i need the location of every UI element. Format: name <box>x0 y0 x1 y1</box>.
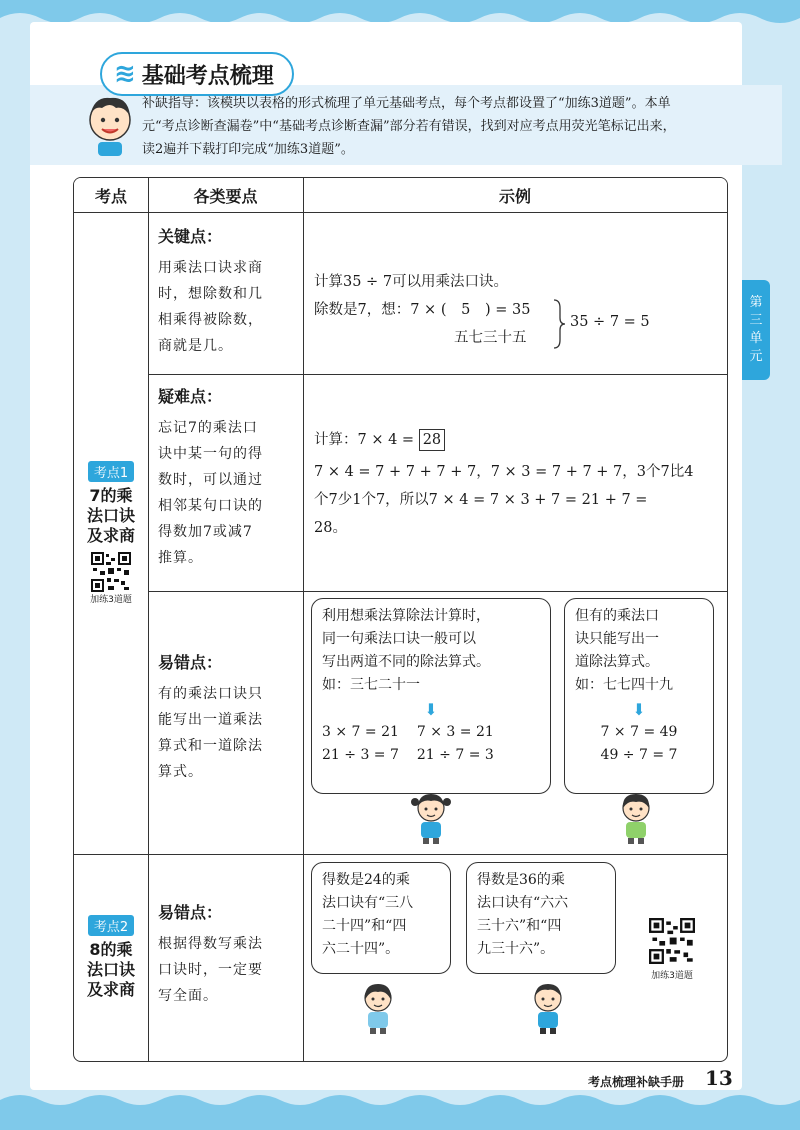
brace-icon <box>552 298 566 350</box>
kaodian-2-name-line: 及求商 <box>86 980 135 999</box>
bubble-line: 法口诀有“六六 <box>477 895 569 911</box>
filled-answer: 5 <box>461 302 471 318</box>
point-line: 相乘得被除数， <box>158 312 263 328</box>
unit-side-tab <box>742 280 770 380</box>
speech-bubble <box>564 598 714 794</box>
bubble-line: 同一句乘法口诀一般可以 <box>322 631 476 647</box>
point-line: 商就是几。 <box>158 338 233 354</box>
bubble-line: 道除法算式。 <box>575 654 659 670</box>
girl-character-icon <box>356 980 400 1034</box>
side-tab-char: 元 <box>749 349 763 364</box>
bubble-line: 写出两道不同的除法算式。 <box>322 654 490 670</box>
equation: 49 ÷ 7 = 7 <box>600 747 678 763</box>
point-line: 口诀时，一定要 <box>158 962 263 978</box>
speech-bubble <box>466 862 616 974</box>
bubble-line: 九三十六”。 <box>477 941 555 957</box>
point-line: 有的乘法口诀只 <box>158 686 263 702</box>
bubble-line: 如：三七二十一 <box>322 677 420 693</box>
side-tab-char: 三 <box>749 313 763 328</box>
kaodian-2-badge: 考点2 <box>88 915 134 936</box>
page-number: 13 <box>705 1066 733 1090</box>
arrow-down-icon: ⬇ <box>632 700 646 719</box>
point-line: 写全面。 <box>158 988 218 1004</box>
arrow-down-icon: ⬇ <box>424 700 438 719</box>
equation-row <box>322 721 540 744</box>
bubble-line: 但有的乘法口 <box>575 608 659 624</box>
equation: 7 × 3 = 21 <box>416 724 494 740</box>
point-line: 用乘法口诀求商 <box>158 260 263 276</box>
example-part: 计算：7 × 4 = <box>314 432 415 448</box>
bubble-line: 得数是36的乘 <box>477 872 565 888</box>
boy-character-icon <box>526 980 570 1034</box>
point-line: 忘记7的乘法口 <box>158 420 258 436</box>
kaodian-2-name-line: 法口诀 <box>86 960 135 979</box>
kaodian-1-name-line: 及求商 <box>86 526 135 545</box>
section-title <box>100 52 294 96</box>
row3-points <box>158 650 298 785</box>
point-title: 疑难点： <box>158 387 223 406</box>
guide-line: 读2遍并下载打印完成“加练3道题”。 <box>142 142 354 157</box>
side-tab-char: 第 <box>749 295 763 310</box>
equation: 7 × 7 = 49 <box>600 724 678 740</box>
girl-character-icon <box>409 790 453 844</box>
page-title: 基础考点梳理 <box>141 63 274 89</box>
example-part: 除数是7，想：7 × ( <box>314 302 447 318</box>
kaodian-1-badge: 考点1 <box>88 461 134 482</box>
example-line: 28。 <box>314 520 347 536</box>
point-line: 能写出一道乘法 <box>158 712 263 728</box>
point-title: 易错点： <box>158 903 223 922</box>
point-line: 得数加7或减7 <box>158 524 253 540</box>
point-title: 易错点： <box>158 653 223 672</box>
header-kaodian: 考点 <box>74 178 148 212</box>
kaodian-1-name-line: 7的乘 <box>89 486 133 505</box>
row2-points <box>158 384 298 571</box>
example-result: 35 ÷ 7 = 5 <box>570 314 650 330</box>
row1-example <box>314 268 714 352</box>
bottom-wave-border <box>0 1086 800 1130</box>
speech-bubble <box>311 862 451 974</box>
example-line: 计算35 ÷ 7可以用乘法口诀。 <box>314 274 509 290</box>
kaodian-2-name-line: 8的乘 <box>89 940 133 959</box>
knowledge-table <box>73 177 728 1062</box>
example-part: ) = 35 <box>484 302 531 318</box>
qr-code-icon[interactable] <box>649 918 695 964</box>
example-line <box>314 426 722 454</box>
wave-icon: ≋ <box>114 59 136 89</box>
point-line: 根据得数写乘法 <box>158 936 263 952</box>
bubble-line: 法口诀有“三八 <box>322 895 414 911</box>
point-line: 相邻某句口诀的 <box>158 498 263 514</box>
bubble-line: 六二十四”。 <box>322 941 400 957</box>
boxed-answer: 28 <box>419 429 445 451</box>
girl-character-icon <box>614 790 658 844</box>
row1-points <box>158 224 298 359</box>
row-divider <box>148 591 727 592</box>
bubble-line: 诀只能写出一 <box>575 631 659 647</box>
qr-label: 加练3道题 <box>90 595 132 605</box>
guide-line: 补缺指导：该模块以表格的形式梳理了单元基础考点，每个考点都设置了“加练3道题”。本单 <box>142 96 671 111</box>
equation: 3 × 7 = 21 <box>322 724 399 740</box>
example-line <box>314 296 714 324</box>
bubble-line: 利用想乘法算除法计算时， <box>322 608 490 624</box>
point-line: 算式和一道除法 <box>158 738 263 754</box>
bubble-line: 二十四”和“四 <box>322 918 407 934</box>
col-divider <box>148 178 149 1061</box>
point-title: 关键点： <box>158 227 223 246</box>
example-line: 7 × 4 = 7 + 7 + 7 + 7，7 × 3 = 7 + 7 + 7，3个7比4 <box>314 464 694 480</box>
row-divider <box>74 212 727 213</box>
bubble-line: 如：七七四十九 <box>575 677 673 693</box>
equation-row <box>322 744 540 767</box>
row-divider <box>74 854 727 855</box>
boy-avatar-icon <box>80 92 140 156</box>
guide-line: 元“考点诊断查漏卷”中“基础考点诊断查漏”部分若有错误，找到对应考点用荧光笔标记出来， <box>142 119 676 134</box>
point-line: 诀中某一句的得 <box>158 446 263 462</box>
header-points: 各类要点 <box>148 178 303 212</box>
bubble-line: 得数是24的乘 <box>322 872 410 888</box>
qr-code-icon[interactable] <box>91 552 131 592</box>
point-line: 算式。 <box>158 764 203 780</box>
row2-example <box>314 426 722 542</box>
side-tab-char: 单 <box>749 331 763 346</box>
example-line: 个7少1个7，所以7 × 4 = 7 × 3 + 7 = 21 + 7 = <box>314 492 648 508</box>
kaodian-2-cell <box>74 854 148 1061</box>
point-line: 推算。 <box>158 550 203 566</box>
footer-book-title: 考点梳理补缺手册 <box>588 1075 685 1089</box>
qr-label: 加练3道题 <box>651 971 693 981</box>
speech-bubble <box>311 598 551 794</box>
point-line: 数时，可以通过 <box>158 472 263 488</box>
point-line: 时，想除数和几 <box>158 286 263 302</box>
kaodian-1-name-line: 法口诀 <box>86 506 135 525</box>
bubble-line: 三十六”和“四 <box>477 918 562 934</box>
row4-points <box>158 900 298 1009</box>
equation: 21 ÷ 7 = 3 <box>416 747 494 763</box>
header-examples: 示例 <box>303 178 727 212</box>
col-divider <box>303 178 304 1061</box>
row-divider <box>148 374 727 375</box>
kaodian-1-cell <box>74 212 148 854</box>
example-line: 五七三十五 <box>454 330 527 346</box>
equation: 21 ÷ 3 = 7 <box>322 747 399 763</box>
guide-text <box>142 92 732 161</box>
